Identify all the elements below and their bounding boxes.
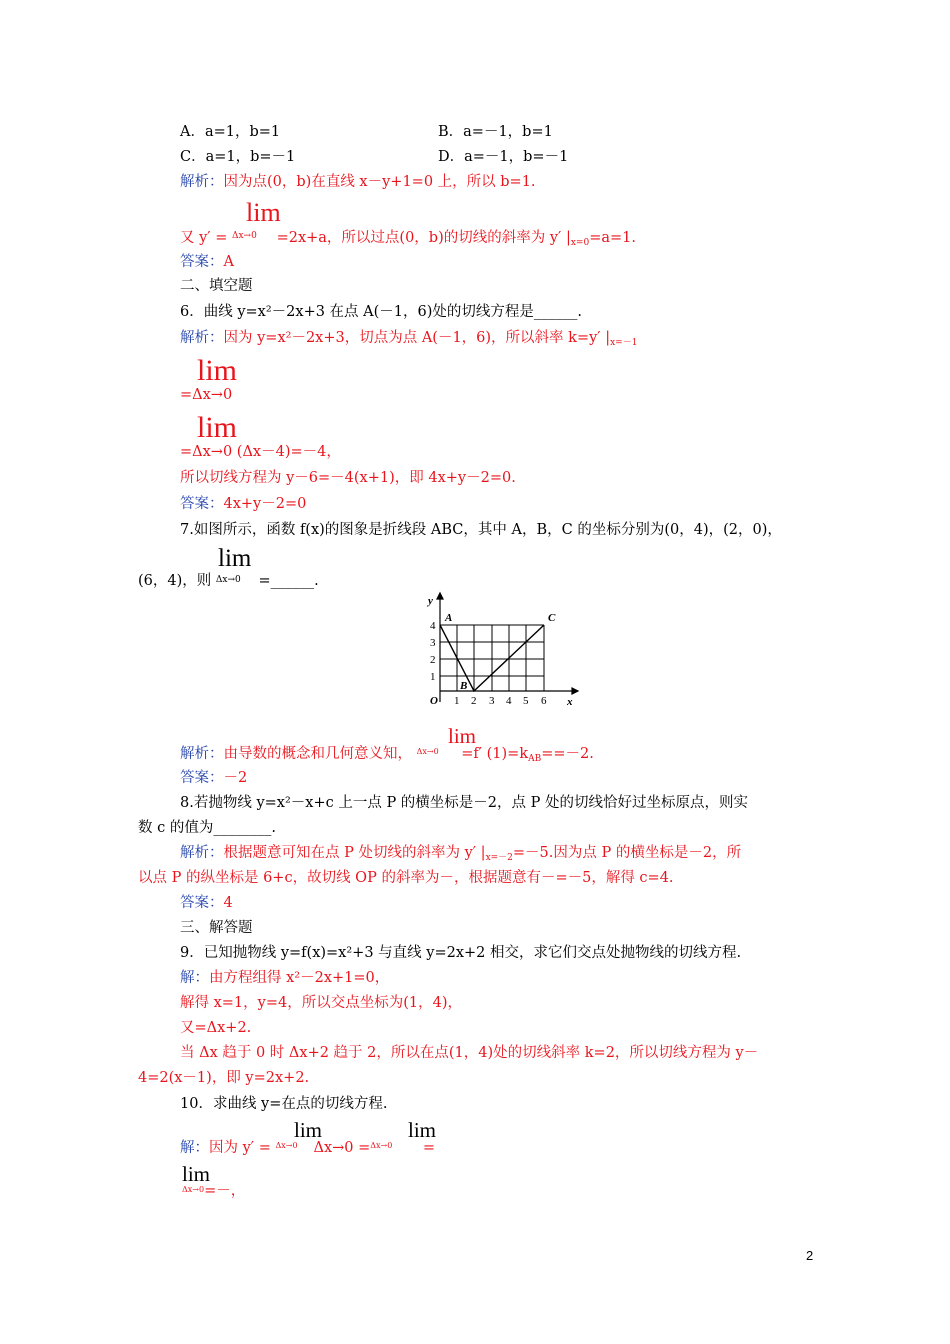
q6-lim-2: lim (197, 411, 238, 444)
q7-sol-lim: lim (448, 724, 477, 748)
y-tick-4: 4 (430, 620, 436, 632)
q6-line3-tail: (Δx－4)=－4， (236, 444, 341, 460)
q6-eq-1: =Δx→0 (180, 387, 233, 403)
q6-line4: 所以切线方程为 y－6=－4(x+1)，即 4x+y－2=0. (180, 470, 516, 486)
q8-sol1-b: =－5.因为点 P 的横坐标是－2，所 (512, 845, 742, 861)
q6-answer (180, 494, 306, 514)
q5-line2-a: 又 y′ = (180, 230, 228, 246)
x-axis-arrow (572, 688, 578, 694)
q6-lim-1: lim (197, 354, 238, 387)
section-fill-blank: 二、填空题 (180, 278, 253, 294)
q5-answer (180, 252, 234, 272)
q9-sol3: 又=Δx+2. (180, 1020, 252, 1036)
x-tick-4: 4 (506, 695, 512, 707)
choice-a: A．a=1，b=1 (180, 124, 281, 140)
q10-lim-1: lim (294, 1118, 323, 1142)
q10-solution-label: 解： (180, 1140, 209, 1156)
q8-text1: 8.若抛物线 y=x²－x+c 上一点 P 的横坐标是－2，点 P 处的切线恰好过坐标原点，则实 (180, 795, 749, 811)
figure-y-label: y (428, 595, 433, 607)
q8-answer-value: 4 (223, 895, 233, 911)
q10-lim-2: lim (408, 1118, 437, 1142)
y-axis-arrow (437, 593, 443, 599)
q10-mid: Δx→0 (313, 1140, 354, 1156)
q8-solution-line1 (180, 843, 741, 865)
q7-solution-c: ==－2. (541, 746, 594, 762)
x-tick-3: 3 (489, 695, 495, 707)
figure-origin: O (430, 695, 438, 707)
q8-answer (180, 893, 233, 913)
q10-sol-a: 因为 y′ = (209, 1140, 271, 1156)
q5-lim: lim (246, 198, 281, 227)
y-tick-3: 3 (430, 637, 436, 649)
q8-sol1-a: 根据题意可知在点 P 处切线的斜率为 y′ | (223, 845, 486, 861)
q9-sol1: 由方程组得 x²－2x+1=0， (209, 970, 390, 986)
q9-sol2: 解得 x=1，y=4，所以交点坐标为(1，4)， (180, 995, 462, 1011)
figure-x-label: x (567, 696, 573, 708)
x-tick-6: 6 (541, 695, 547, 707)
q7-figure (420, 590, 580, 710)
x-tick-2: 2 (471, 695, 477, 707)
q5-answer-value: A (223, 254, 234, 270)
q5-line2-c: =a=1. (589, 230, 636, 246)
q6-answer-label: 答案： (180, 496, 224, 512)
page-number: 2 (806, 1248, 814, 1263)
q7-answer-label: 答案： (180, 770, 224, 786)
q6-text: 6．曲线 y=x²－2x+3 在点 A(－1，6)处的切线方程是______. (180, 304, 583, 320)
q7-text2-a: (6，4)，则 (138, 573, 212, 589)
q8-answer-label: 答案： (180, 895, 224, 911)
point-b-label: B (460, 680, 468, 692)
q7-text2 (138, 570, 319, 591)
q10-lim-3: lim (182, 1162, 211, 1186)
q8-text2: 数 c 的值为________. (138, 820, 276, 836)
q7-solution-label: 解析： (180, 746, 224, 762)
q9-sol5: 4=2(x－1)，即 y=2x+2. (138, 1070, 310, 1086)
q5-answer-label: 答案： (180, 254, 224, 270)
x-tick-1: 1 (454, 695, 460, 707)
q6-solution-sub: x=－1 (610, 338, 638, 348)
q9-solution-line1 (180, 968, 389, 988)
q5-solution-line1 (180, 172, 536, 192)
q5-solution-label: 解析： (180, 174, 224, 190)
q9-text: 9．已知抛物线 y=f(x)=x²+3 与直线 y=2x+2 相交，求它们交点处抛物线的切线方程. (180, 945, 742, 961)
q6-answer-value: 4x+y－2=0 (223, 496, 307, 512)
q8-sol1-sub: x=－2 (485, 853, 513, 863)
section-solve: 三、解答题 (180, 920, 253, 936)
q8-solution-label: 解析： (180, 845, 224, 861)
q7-answer-value: －2 (223, 770, 248, 786)
q10-text: 10．求曲线 y=在点的切线方程. (180, 1096, 388, 1112)
q10-solution-line1 (180, 1136, 435, 1158)
q6-solution-text1: 因为 y=x²－2x+3，切点为点 A(－1，6)，所以斜率 k=y′ | (223, 330, 611, 346)
y-tick-2: 2 (430, 654, 436, 666)
q6-solution-label: 解析： (180, 330, 224, 346)
q7-sol-lim-sub: Δx→0 (416, 747, 439, 756)
y-tick-1: 1 (430, 671, 436, 683)
q9-solution-label: 解： (180, 970, 209, 986)
q7-answer (180, 768, 247, 788)
choice-c: C．a=1，b=－1 (180, 149, 296, 165)
q10-eq: = (358, 1140, 371, 1156)
point-a-label: A (445, 612, 453, 624)
q8-solution-line2: 以点 P 的纵坐标是 6+c，故切线 OP 的斜率为－，根据题意有－=－5，解得 c=4. (138, 870, 674, 886)
choice-d: D．a=－1，b=－1 (438, 149, 569, 165)
q7-lim: lim (218, 545, 252, 572)
q9-sol4: 当 Δx 趋于 0 时 Δx+2 趋于 2，所以在点(1，4)处的切线斜率 k=2，所以切线方程为 y－ (180, 1045, 759, 1061)
q7-solution-a: 由导数的概念和几何意义知， (223, 746, 412, 762)
q5-line2-sub: x=0 (570, 238, 590, 248)
q5-solution-line2 (180, 226, 636, 250)
figure-grid (440, 625, 544, 691)
q7-lim-sub: Δx→0 (215, 575, 241, 585)
q6-eq-2-sub: =Δx→0 (180, 444, 233, 460)
q7-solution-b: =f′ (1)=k (461, 746, 529, 762)
q5-solution-text1: 因为点(0，b)在直线 x－y+1=0 上，所以 b=1. (223, 174, 536, 190)
q6-solution-line1 (180, 328, 637, 350)
q10-lim-sub-2: Δx→0 (370, 1141, 393, 1150)
q5-lim-sub: Δx→0 (231, 231, 257, 241)
q10-lim-sub-3: Δx→0 (182, 1185, 205, 1194)
q10-eq2: = (422, 1140, 436, 1156)
q10-last-tail: =－， (204, 1183, 246, 1199)
q7-text: 7.如图所示，函数 f(x)的图象是折线段 ABC，其中 A，B，C 的坐标分别为(0，4)，(2，0)， (180, 522, 782, 538)
point-c-label: C (548, 612, 556, 624)
q7-solution (180, 742, 594, 766)
q10-lim-sub-1: Δx→0 (275, 1141, 298, 1150)
x-tick-5: 5 (523, 695, 529, 707)
q7-text2-tail: =______. (258, 573, 319, 589)
q10-solution-line2 (182, 1180, 245, 1201)
q7-solution-sub: AB (528, 754, 542, 764)
q6-eq-2 (180, 442, 341, 462)
choice-b: B．a=－1，b=1 (438, 124, 553, 140)
q5-line2-b: =2x+a，所以过点(0，b)的切线的斜率为 y′ | (276, 230, 571, 246)
